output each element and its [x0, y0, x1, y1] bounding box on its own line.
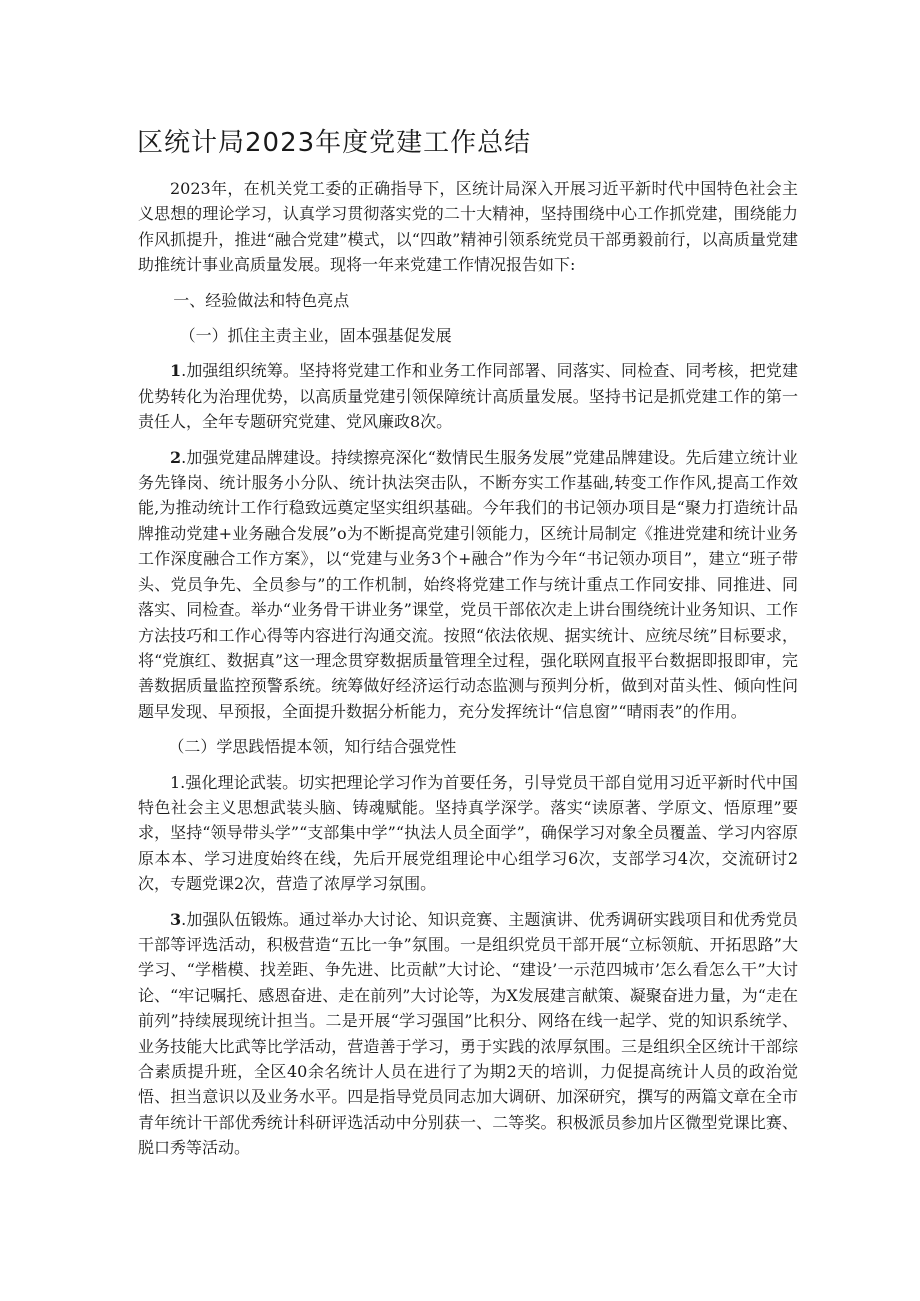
item-text: .加强队伍锻炼。通过举办大讨论、知识竞赛、主题演讲、优秀调研实践项目和优秀党员干部等评选活动，积极营造“五比一争”氛围。一是组织党员干部开展“立标领航、开拓思路”大学习、“学楷模、找差距、争先进、比贡献”大讨论、“建设’一示范四城市’怎么看怎么干”大讨论、“牢记嘱托、感恩奋进、走在前列”大讨论等，为X发展建言献策、凝聚奋进力量，为“走在前列”持续展现统计担当。二是开展“学习强国”比积分、网络在线一起学、党的知识系统学、业务技能大比武等比学活动，营造善于学习，勇于实践的浓厚氛围。三是组织全区统计干部综合素质提升班，全区40余名统计人员在进行了为期2天的培训，力促提高统计人员的政治觉悟、担当意识以及业务水平。四是指导党员同志加大调研、加深研究，撰写的两篇文章在全市青年统计干部优秀统计科研评选活动中分别获一、二等奖。积极派员参加片区微型党课比赛、脱口秀等活动。: [138, 909, 798, 1158]
item-number: 1: [170, 361, 182, 381]
item-text: .加强党建品牌建设。持续擦亮深化“数情民生服务发展”党建品牌建设。先后建立统计业务先锋岗、统计服务小分队、统计执法突击队，不断夯实工作基础,转变工作作风,提高工作效能,为推动统计工作行稳致远奠定坚实组织基础。今年我们的书记领办项目是“聚力打造统计品牌推动党建+业务融合发展”o为不断提高党建引领能力，区统计局制定《推进党建和统计业务工作深度融合工作方案》，以“党建与业务3个+融合”作为今年“书记领办项目”，建立“班子带头、党员争先、全员参与”的工作机制，始终将党建工作与统计重点工作同安排、同推进、同落实、同检查。举办“业务骨干讲业务”课堂，党员干部依次走上讲台围绕统计业务知识、工作方法技巧和工作心得等内容进行沟通交流。按照“依法依规、据实统计、应统尽统”目标要求，将“党旗红、数据真”这一理念贯穿数据质量管理全过程，强化联网直报平台数据即报即审，完善数据质量监控预警系统。统筹做好经济运行动态监测与预判分析，做到对苗头性、倾向性问题早发现、早预报，全面提升数据分析能力，充分发挥统计“信息窗”“晴雨表”的作用。: [138, 447, 798, 721]
section-heading: 一、经验做法和特色亮点: [173, 290, 350, 310]
document-body: [138, 176, 798, 1161]
intro-paragraph: 2023年，在机关党工委的正确指导下，区统计局深入开展习近平新时代中国特色社会主义思想的理论学习，认真学习贯彻落实党的二十大精神，坚持围绕中心工作抓党建，围绕能力作风抓提升，推进“融合党建”模式，以“四敢”精神引领系统党员干部勇毅前行，以高质量党建助推统计事业高质量发展。现将一年来党建工作情况报告如下:: [138, 179, 798, 275]
item-text: 强化理论武装。切实把理论学习作为首要任务，引导党员干部自觉用习近平新时代中国特色社会主义思想武装头脑、铸魂赋能。坚持真学深学。落实“读原著、学原文、悟原理”要求，坚持“领导带头学”“支部集中学”“执法人员全面学”，确保学习对象全员覆盖、学习内容原原本本、学习进度始终在线，先后开展党组理论中心组学习6次，支部学习4次，交流研讨2次，专题党课2次，营造了浓厚学习氛围。: [138, 772, 798, 894]
list-item: [138, 445, 798, 724]
item-number: 1.: [170, 772, 186, 792]
list-item: [138, 358, 798, 434]
list-item: [138, 770, 798, 897]
item-text: .加强组织统筹。坚持将党建工作和业务工作同部署、同落实、同检查、同考核，把党建优势转化为治理优势，以高质量党建引领保障统计高质量发展。坚持书记是抓党建工作的第一责任人，全年专题研究党建、党风廉政8次。: [138, 361, 798, 432]
subsection-heading-1: （一）抓住主责主业，固本强基促发展: [179, 326, 452, 346]
document-title: 区统计局2023年度党建工作总结: [137, 128, 532, 158]
item-number: 3: [170, 909, 182, 929]
subsection-heading-2: （二）学思践悟提本领，知行结合强党性: [168, 737, 457, 757]
list-item: [138, 907, 798, 1161]
item-number: 2: [170, 447, 182, 467]
